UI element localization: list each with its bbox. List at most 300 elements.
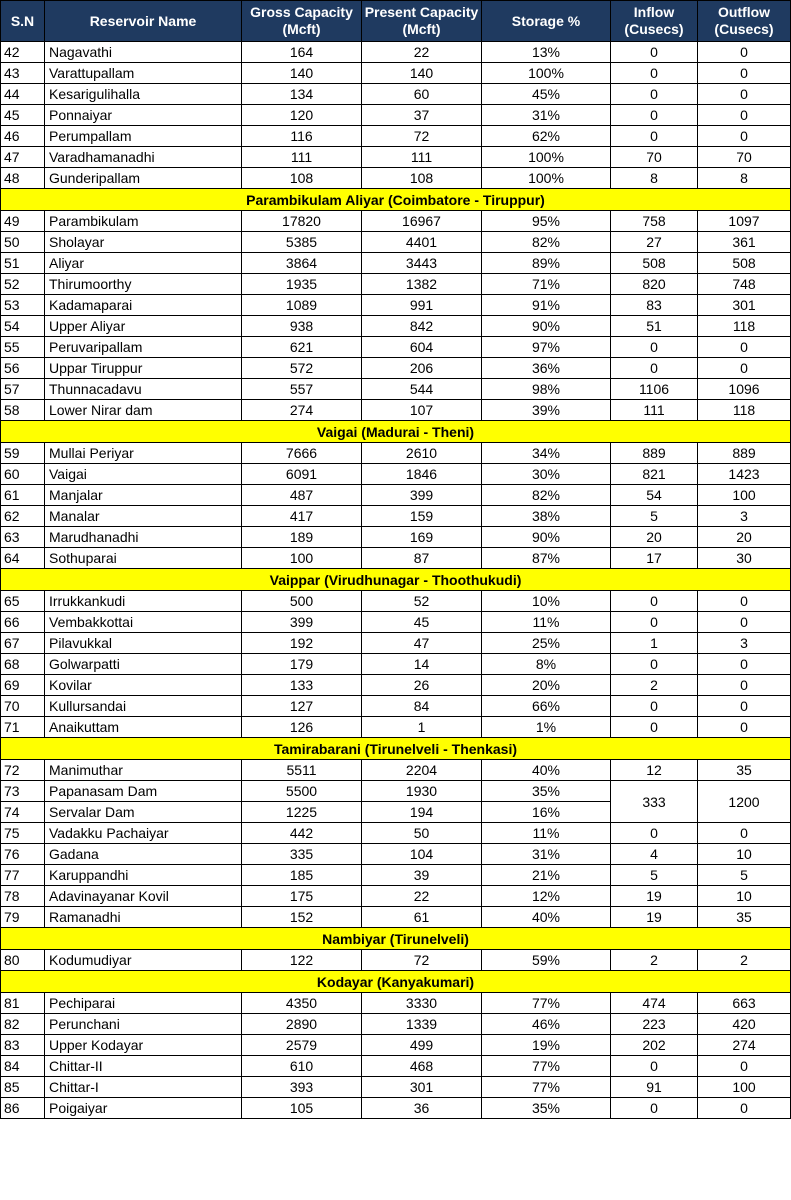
table-row [1,253,791,274]
cell-outflow: 889 [698,443,791,464]
cell-storage: 16% [482,802,611,823]
cell-reservoir-name: Parambikulam [45,211,242,232]
cell-sn: 57 [1,379,45,400]
cell-sn: 70 [1,696,45,717]
cell-present-capacity: 1846 [362,464,482,485]
cell-gross-capacity: 185 [242,865,362,886]
cell-gross-capacity: 179 [242,654,362,675]
cell-inflow: 111 [611,400,698,421]
cell-outflow: 0 [698,823,791,844]
cell-present-capacity: 50 [362,823,482,844]
cell-storage: 46% [482,1014,611,1035]
cell-present-capacity: 194 [362,802,482,823]
cell-inflow: 17 [611,548,698,569]
cell-gross-capacity: 116 [242,126,362,147]
cell-outflow: 35 [698,760,791,781]
cell-present-capacity: 399 [362,485,482,506]
cell-sn: 73 [1,781,45,802]
cell-gross-capacity: 140 [242,63,362,84]
cell-outflow: 5 [698,865,791,886]
section-title: Kodayar (Kanyakumari) [1,971,791,993]
cell-storage: 13% [482,42,611,63]
cell-gross-capacity: 274 [242,400,362,421]
cell-inflow: 0 [611,717,698,738]
cell-storage: 21% [482,865,611,886]
cell-inflow: 0 [611,126,698,147]
table-row [1,654,791,675]
cell-present-capacity: 3330 [362,993,482,1014]
cell-inflow: 0 [611,358,698,379]
table-row [1,147,791,168]
cell-inflow: 0 [611,1056,698,1077]
cell-outflow: 20 [698,527,791,548]
cell-storage: 40% [482,907,611,928]
cell-reservoir-name: Upper Kodayar [45,1035,242,1056]
cell-present-capacity: 169 [362,527,482,548]
cell-present-capacity: 1382 [362,274,482,295]
cell-outflow: 1423 [698,464,791,485]
cell-sn: 71 [1,717,45,738]
cell-storage: 38% [482,506,611,527]
cell-gross-capacity: 192 [242,633,362,654]
cell-gross-capacity: 3864 [242,253,362,274]
cell-gross-capacity: 126 [242,717,362,738]
cell-sn: 72 [1,760,45,781]
cell-sn: 83 [1,1035,45,1056]
cell-reservoir-name: Irrukkankudi [45,591,242,612]
section-header-row [1,189,791,211]
cell-inflow: 2 [611,675,698,696]
table-row [1,950,791,971]
cell-gross-capacity: 5385 [242,232,362,253]
cell-outflow: 2 [698,950,791,971]
cell-storage: 77% [482,1077,611,1098]
cell-present-capacity: 468 [362,1056,482,1077]
cell-reservoir-name: Lower Nirar dam [45,400,242,421]
cell-gross-capacity: 393 [242,1077,362,1098]
cell-reservoir-name: Thunnacadavu [45,379,242,400]
cell-storage: 71% [482,274,611,295]
cell-inflow: 0 [611,63,698,84]
table-row [1,823,791,844]
cell-reservoir-name: Karuppandhi [45,865,242,886]
cell-sn: 53 [1,295,45,316]
section-title: Nambiyar (Tirunelveli) [1,928,791,950]
cell-sn: 65 [1,591,45,612]
cell-reservoir-name: Chittar-II [45,1056,242,1077]
table-row [1,993,791,1014]
cell-gross-capacity: 2579 [242,1035,362,1056]
cell-present-capacity: 140 [362,63,482,84]
cell-reservoir-name: Ramanadhi [45,907,242,928]
cell-storage: 39% [482,400,611,421]
cell-reservoir-name: Adavinayanar Kovil [45,886,242,907]
cell-gross-capacity: 1089 [242,295,362,316]
table-row [1,781,791,802]
cell-sn: 58 [1,400,45,421]
cell-inflow: 8 [611,168,698,189]
cell-inflow: 5 [611,506,698,527]
cell-reservoir-name: Varadhamanadhi [45,147,242,168]
table-row [1,844,791,865]
cell-outflow: 0 [698,675,791,696]
cell-outflow: 420 [698,1014,791,1035]
cell-gross-capacity: 189 [242,527,362,548]
cell-outflow: 100 [698,485,791,506]
cell-outflow: 70 [698,147,791,168]
table-row [1,612,791,633]
cell-storage: 89% [482,253,611,274]
cell-storage: 34% [482,443,611,464]
cell-storage: 87% [482,548,611,569]
cell-sn: 59 [1,443,45,464]
cell-outflow: 0 [698,105,791,126]
cell-reservoir-name: Kovilar [45,675,242,696]
cell-inflow: 0 [611,591,698,612]
cell-gross-capacity: 399 [242,612,362,633]
cell-reservoir-name: Nagavathi [45,42,242,63]
cell-storage: 45% [482,84,611,105]
cell-sn: 80 [1,950,45,971]
cell-gross-capacity: 500 [242,591,362,612]
cell-sn: 61 [1,485,45,506]
cell-present-capacity: 111 [362,147,482,168]
table-row [1,105,791,126]
section-title: Parambikulam Aliyar (Coimbatore - Tiruppur) [1,189,791,211]
cell-present-capacity: 108 [362,168,482,189]
cell-present-capacity: 991 [362,295,482,316]
cell-inflow: 12 [611,760,698,781]
cell-sn: 86 [1,1098,45,1119]
table-row [1,211,791,232]
header-present-capacity-line2: (Mcft) [402,21,441,37]
cell-outflow: 748 [698,274,791,295]
table-body [1,42,791,1119]
cell-storage: 90% [482,316,611,337]
table-row [1,1077,791,1098]
table-row [1,506,791,527]
cell-inflow: 83 [611,295,698,316]
cell-reservoir-name: Thirumoorthy [45,274,242,295]
cell-present-capacity: 4401 [362,232,482,253]
header-reservoir-name: Reservoir Name [45,1,242,42]
section-title: Vaigai (Madurai - Theni) [1,421,791,443]
table-row [1,527,791,548]
cell-present-capacity: 499 [362,1035,482,1056]
cell-outflow: 508 [698,253,791,274]
cell-sn: 56 [1,358,45,379]
cell-reservoir-name: Manimuthar [45,760,242,781]
cell-present-capacity: 544 [362,379,482,400]
cell-gross-capacity: 133 [242,675,362,696]
cell-storage: 90% [482,527,611,548]
cell-outflow: 1200 [698,781,791,823]
table-row [1,675,791,696]
cell-present-capacity: 604 [362,337,482,358]
cell-outflow: 0 [698,717,791,738]
table-row [1,464,791,485]
cell-reservoir-name: Pilavukkal [45,633,242,654]
cell-outflow: 1097 [698,211,791,232]
cell-reservoir-name: Manalar [45,506,242,527]
cell-inflow: 0 [611,1098,698,1119]
cell-gross-capacity: 134 [242,84,362,105]
cell-sn: 45 [1,105,45,126]
cell-sn: 43 [1,63,45,84]
cell-storage: 62% [482,126,611,147]
cell-outflow: 0 [698,591,791,612]
cell-reservoir-name: Perumpallam [45,126,242,147]
table-row [1,295,791,316]
cell-storage: 97% [482,337,611,358]
cell-present-capacity: 1930 [362,781,482,802]
cell-inflow: 202 [611,1035,698,1056]
cell-present-capacity: 842 [362,316,482,337]
cell-sn: 49 [1,211,45,232]
cell-gross-capacity: 621 [242,337,362,358]
cell-outflow: 0 [698,358,791,379]
header-gross-capacity-line2: (Mcft) [282,21,321,37]
cell-inflow: 889 [611,443,698,464]
cell-storage: 10% [482,591,611,612]
cell-present-capacity: 16967 [362,211,482,232]
cell-gross-capacity: 572 [242,358,362,379]
cell-reservoir-name: Vaigai [45,464,242,485]
cell-outflow: 10 [698,886,791,907]
cell-present-capacity: 36 [362,1098,482,1119]
cell-sn: 63 [1,527,45,548]
cell-gross-capacity: 152 [242,907,362,928]
cell-storage: 36% [482,358,611,379]
cell-reservoir-name: Perunchani [45,1014,242,1035]
cell-storage: 35% [482,781,611,802]
cell-present-capacity: 39 [362,865,482,886]
cell-inflow: 223 [611,1014,698,1035]
cell-reservoir-name: Vadakku Pachaiyar [45,823,242,844]
cell-present-capacity: 47 [362,633,482,654]
section-header-row [1,421,791,443]
cell-reservoir-name: Uppar Tiruppur [45,358,242,379]
cell-inflow: 0 [611,654,698,675]
cell-reservoir-name: Gadana [45,844,242,865]
cell-outflow: 0 [698,696,791,717]
table-row [1,633,791,654]
table-row [1,717,791,738]
cell-gross-capacity: 6091 [242,464,362,485]
cell-inflow: 820 [611,274,698,295]
cell-sn: 74 [1,802,45,823]
section-title: Vaippar (Virudhunagar - Thoothukudi) [1,569,791,591]
cell-reservoir-name: Anaikuttam [45,717,242,738]
cell-storage: 100% [482,168,611,189]
cell-inflow: 474 [611,993,698,1014]
cell-outflow: 0 [698,42,791,63]
cell-sn: 42 [1,42,45,63]
cell-sn: 85 [1,1077,45,1098]
header-inflow-line1: Inflow [633,4,675,20]
cell-sn: 55 [1,337,45,358]
cell-gross-capacity: 5511 [242,760,362,781]
cell-reservoir-name: Servalar Dam [45,802,242,823]
cell-gross-capacity: 1225 [242,802,362,823]
cell-outflow: 0 [698,84,791,105]
cell-storage: 59% [482,950,611,971]
table-row [1,316,791,337]
cell-storage: 40% [482,760,611,781]
table-row [1,696,791,717]
cell-gross-capacity: 111 [242,147,362,168]
table-row [1,1014,791,1035]
cell-outflow: 10 [698,844,791,865]
cell-sn: 46 [1,126,45,147]
header-storage: Storage % [482,1,611,42]
cell-sn: 78 [1,886,45,907]
cell-reservoir-name: Upper Aliyar [45,316,242,337]
section-header-row [1,928,791,950]
cell-storage: 30% [482,464,611,485]
cell-reservoir-name: Pechiparai [45,993,242,1014]
header-outflow-line2: (Cusecs) [714,21,774,37]
table-row [1,126,791,147]
cell-present-capacity: 61 [362,907,482,928]
cell-gross-capacity: 17820 [242,211,362,232]
section-header-row [1,971,791,993]
cell-inflow: 0 [611,696,698,717]
cell-outflow: 3 [698,506,791,527]
cell-reservoir-name: Kesarigulihalla [45,84,242,105]
cell-outflow: 35 [698,907,791,928]
table-row [1,1056,791,1077]
cell-gross-capacity: 1935 [242,274,362,295]
cell-inflow: 19 [611,886,698,907]
cell-gross-capacity: 557 [242,379,362,400]
cell-outflow: 0 [698,63,791,84]
section-header-row [1,738,791,760]
cell-sn: 75 [1,823,45,844]
cell-present-capacity: 45 [362,612,482,633]
cell-reservoir-name: Chittar-I [45,1077,242,1098]
cell-present-capacity: 2610 [362,443,482,464]
cell-outflow: 8 [698,168,791,189]
cell-storage: 98% [482,379,611,400]
cell-sn: 69 [1,675,45,696]
cell-present-capacity: 2204 [362,760,482,781]
cell-present-capacity: 104 [362,844,482,865]
cell-sn: 82 [1,1014,45,1035]
table-row [1,379,791,400]
cell-reservoir-name: Gunderipallam [45,168,242,189]
cell-reservoir-name: Aliyar [45,253,242,274]
cell-outflow: 361 [698,232,791,253]
cell-gross-capacity: 442 [242,823,362,844]
table-row [1,1035,791,1056]
cell-inflow: 0 [611,84,698,105]
cell-present-capacity: 37 [362,105,482,126]
cell-gross-capacity: 487 [242,485,362,506]
cell-inflow: 0 [611,612,698,633]
section-title: Tamirabarani (Tirunelveli - Thenkasi) [1,738,791,760]
cell-sn: 64 [1,548,45,569]
cell-gross-capacity: 120 [242,105,362,126]
cell-present-capacity: 14 [362,654,482,675]
cell-gross-capacity: 100 [242,548,362,569]
table-row [1,337,791,358]
header-present-capacity-line1: Present Capacity [364,4,479,20]
table-row [1,907,791,928]
cell-sn: 79 [1,907,45,928]
cell-sn: 54 [1,316,45,337]
cell-gross-capacity: 7666 [242,443,362,464]
cell-storage: 12% [482,886,611,907]
cell-gross-capacity: 108 [242,168,362,189]
cell-storage: 31% [482,844,611,865]
cell-inflow: 51 [611,316,698,337]
cell-storage: 66% [482,696,611,717]
cell-sn: 68 [1,654,45,675]
table-row [1,1098,791,1119]
cell-inflow: 27 [611,232,698,253]
cell-inflow: 0 [611,105,698,126]
cell-reservoir-name: Poigaiyar [45,1098,242,1119]
cell-reservoir-name: Kullursandai [45,696,242,717]
cell-sn: 52 [1,274,45,295]
cell-present-capacity: 72 [362,950,482,971]
cell-inflow: 19 [611,907,698,928]
cell-inflow: 508 [611,253,698,274]
cell-inflow: 0 [611,337,698,358]
cell-reservoir-name: Marudhanadhi [45,527,242,548]
cell-sn: 50 [1,232,45,253]
cell-present-capacity: 52 [362,591,482,612]
cell-inflow: 70 [611,147,698,168]
cell-sn: 62 [1,506,45,527]
cell-gross-capacity: 122 [242,950,362,971]
cell-gross-capacity: 4350 [242,993,362,1014]
cell-reservoir-name: Mullai Periyar [45,443,242,464]
cell-reservoir-name: Golwarpatti [45,654,242,675]
cell-storage: 91% [482,295,611,316]
table-header [1,1,791,42]
cell-storage: 31% [482,105,611,126]
header-gross-capacity [242,1,362,42]
cell-storage: 100% [482,63,611,84]
cell-sn: 48 [1,168,45,189]
cell-gross-capacity: 127 [242,696,362,717]
cell-gross-capacity: 175 [242,886,362,907]
table-row [1,760,791,781]
cell-gross-capacity: 610 [242,1056,362,1077]
cell-outflow: 1096 [698,379,791,400]
cell-inflow: 1 [611,633,698,654]
cell-present-capacity: 206 [362,358,482,379]
cell-storage: 82% [482,232,611,253]
cell-storage: 11% [482,823,611,844]
header-outflow [698,1,791,42]
cell-sn: 51 [1,253,45,274]
cell-inflow: 91 [611,1077,698,1098]
cell-storage: 1% [482,717,611,738]
cell-present-capacity: 301 [362,1077,482,1098]
header-gross-capacity-line1: Gross Capacity [250,4,353,20]
cell-present-capacity: 87 [362,548,482,569]
header-inflow [611,1,698,42]
cell-gross-capacity: 164 [242,42,362,63]
cell-sn: 77 [1,865,45,886]
cell-gross-capacity: 938 [242,316,362,337]
cell-outflow: 0 [698,654,791,675]
cell-reservoir-name: Sothuparai [45,548,242,569]
cell-storage: 19% [482,1035,611,1056]
